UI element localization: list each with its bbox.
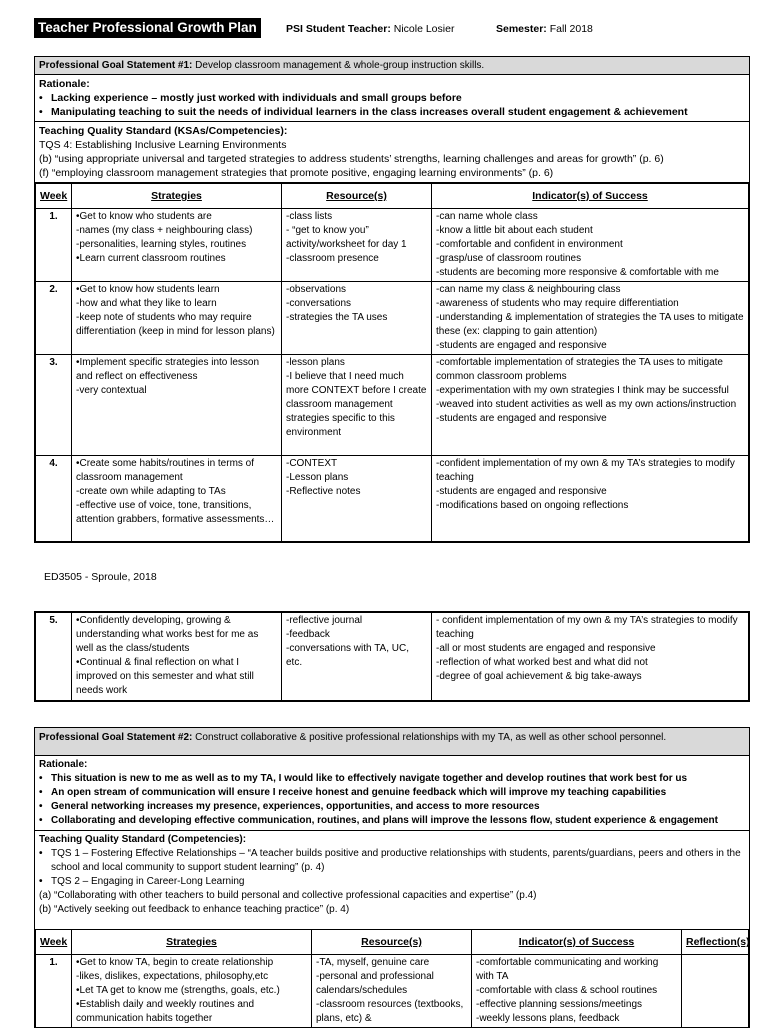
- table-row: [36, 282, 749, 355]
- cell-line: -likes, dislikes, expectations, philosophy,etc: [76, 971, 269, 982]
- tqs-line: (b) “Actively seeking out feedback to enhance teaching practice” (p. 4): [39, 904, 350, 915]
- resources-cell: [282, 613, 432, 701]
- cell-line: -strategies the TA uses: [286, 312, 388, 323]
- rationale-title: Rationale:: [39, 759, 88, 770]
- tqs-line: (f) “employing classroom management strategies that promote positive, engaging learning environments” (p. 6): [39, 167, 554, 179]
- rationale-item: • This situation is new to me as well as to my TA, I would like to effectively navigate together and develop routines that work best for us: [39, 772, 745, 786]
- col-indicators: Indicator(s) of Success: [472, 930, 682, 955]
- tqs-item: • TQS 2 – Engaging in Career-Long Learning: [39, 875, 745, 889]
- cell-line: -very contextual: [76, 385, 147, 396]
- strategies-cell: [72, 355, 282, 456]
- cell-line: -how and what they like to learn: [76, 298, 217, 309]
- cell-line: -names (my class + neighbouring class): [76, 225, 253, 236]
- strategies-cell: [72, 282, 282, 355]
- cell-line: -weekly lessons plans, feedback: [476, 1013, 620, 1024]
- student-name: Nicole Losier: [393, 23, 455, 35]
- cell-line: -Reflective notes: [286, 486, 361, 497]
- semester-label: Semester:: [496, 23, 547, 35]
- col-week: Week: [36, 930, 72, 955]
- cell-line: - “get to know you” activity/worksheet for day 1: [286, 225, 407, 250]
- cell-line: •Establish daily and weekly routines and communication habits together: [76, 999, 255, 1024]
- cell-line: -observations: [286, 284, 347, 295]
- cell-line: -conversations: [286, 298, 352, 309]
- strategies-cell: [72, 456, 282, 542]
- week-cell: 1.: [36, 209, 72, 282]
- table-row: [36, 613, 749, 701]
- resources-cell: [282, 456, 432, 542]
- resources-cell: [312, 955, 472, 1028]
- strategies-cell: [72, 209, 282, 282]
- cell-line: -reflective journal: [286, 615, 363, 626]
- tqs-line: (a) “Collaborating with other teachers to build personal and collective professional capacities and expertise” (p.4): [39, 890, 537, 901]
- col-week: Week: [36, 184, 72, 209]
- tqs-item: • TQS 1 – Fostering Effective Relationships – “A teacher builds positive and productive relationships with students, parents/guardians, peers and others in the school and local community to support student learning” (p. 4): [39, 847, 745, 875]
- rationale-item: • Collaborating and developing effective communication, routines, and plans will improve the lessons flow, student experience & engagement: [39, 814, 745, 828]
- goal-1-label: Professional Goal Statement #1:: [39, 60, 193, 71]
- cell-line: •Create some habits/routines in terms of classroom management: [76, 458, 255, 483]
- resources-cell: [282, 209, 432, 282]
- cell-line: -all or most students are engaged and responsive: [436, 643, 656, 654]
- cell-line: -class lists: [286, 211, 333, 222]
- cell-line: -effective use of voice, tone, transitions, attention grabbers, formative assessments…: [76, 500, 275, 525]
- semester-field: [496, 23, 593, 35]
- cell-line: -comfortable with class & school routines: [476, 985, 658, 996]
- goal-2-statement: [35, 728, 749, 756]
- table-row: [36, 456, 749, 542]
- goal-2-tqs: [35, 830, 749, 921]
- cell-line: -comfortable communicating and working with TA: [476, 957, 659, 982]
- cell-line: -degree of goal achievement & big take-aways: [436, 671, 642, 682]
- cell-line: -keep note of students who may require differentiation (keep in mind for lesson plans): [76, 312, 275, 337]
- indicators-cell: [432, 456, 749, 542]
- cell-line: -create own while adapting to TAs: [76, 486, 226, 497]
- cell-line: -I believe that I need much more CONTEXT before I create classroom management strategies specific to this environment: [286, 371, 427, 438]
- indicators-cell: [432, 282, 749, 355]
- goal-1-table-continued: [35, 612, 749, 701]
- page-header: [34, 18, 734, 40]
- table-header-row: [36, 184, 749, 209]
- cell-line: -weaved into student activities as well as my own actions/instruction: [436, 399, 737, 410]
- cell-line: -can name whole class: [436, 211, 538, 222]
- cell-line: •Implement specific strategies into lesson and reflect on effectiveness: [76, 357, 260, 382]
- cell-line: -awareness of students who may require differentiation: [436, 298, 679, 309]
- rationale-item: • Lacking experience – mostly just worked with individuals and small groups before: [39, 91, 745, 105]
- goal-1-section: [34, 56, 750, 543]
- page-footer: ED3505 - Sproule, 2018: [44, 571, 157, 583]
- cell-line: -personal and professional calendars/schedules: [316, 971, 434, 996]
- cell-line: -students are engaged and responsive: [436, 413, 607, 424]
- col-strategies: Strategies: [72, 930, 312, 955]
- student-teacher-field: [286, 23, 454, 35]
- cell-line: -Lesson plans: [286, 472, 349, 483]
- cell-line: •Confidently developing, growing & understanding what works best for me as well as the class/students: [76, 615, 259, 654]
- cell-line: -CONTEXT: [286, 458, 338, 469]
- rationale-item: • Manipulating teaching to suit the needs of individual learners in the class increases overall student engagement & achievement: [39, 105, 745, 119]
- col-reflections: Reflection(s): [682, 930, 749, 955]
- cell-line: •Let TA get to know me (strengths, goals, etc.): [76, 985, 280, 996]
- col-resources: Resource(s): [282, 184, 432, 209]
- cell-line: -experimentation with my own strategies I think may be successful: [436, 385, 729, 396]
- rationale-item: • General networking increases my presence, experiences, opportunities, and access to more resources: [39, 800, 745, 814]
- cell-line: •Get to know how students learn: [76, 284, 220, 295]
- cell-line: -classroom presence: [286, 253, 379, 264]
- cell-line: -students are engaged and responsive: [436, 340, 607, 351]
- table-row: [36, 209, 749, 282]
- indicators-cell: [432, 209, 749, 282]
- week-cell: 3.: [36, 355, 72, 456]
- cell-line: -modifications based on ongoing reflections: [436, 500, 629, 511]
- tqs-line: (b) “using appropriate universal and targeted strategies to address students’ strengths, learning challenges and areas for growth” (p. 6): [39, 153, 664, 165]
- goal-1-rationale: [35, 75, 749, 122]
- rationale-item: • An open stream of communication will ensure I receive honest and genuine feedback which will improve my teaching capabilities: [39, 786, 745, 800]
- cell-line: -conversations with TA, UC, etc.: [286, 643, 410, 668]
- reflections-cell: [682, 955, 749, 1028]
- goal-2-text: Construct collaborative & positive professional relationships with my TA, as well as other school personnel.: [195, 732, 667, 743]
- indicators-cell: [472, 955, 682, 1028]
- cell-line: -comfortable implementation of strategies the TA uses to mitigate common classroom problems: [436, 357, 723, 382]
- tqs-title: Teaching Quality Standard (KSAs/Competencies):: [39, 125, 288, 137]
- resources-cell: [282, 282, 432, 355]
- table-row: [36, 355, 749, 456]
- strategies-cell: [72, 955, 312, 1028]
- goal-1-tqs: [35, 122, 749, 183]
- document-title: Teacher Professional Growth Plan: [34, 18, 261, 38]
- table-row: [36, 955, 749, 1028]
- goal-2-label: Professional Goal Statement #2:: [39, 732, 193, 743]
- week-cell: 4.: [36, 456, 72, 542]
- semester-value: Fall 2018: [549, 23, 593, 35]
- cell-line: -grasp/use of classroom routines: [436, 253, 582, 264]
- goal-1-text: Develop classroom management & whole-group instruction skills.: [195, 60, 485, 71]
- resources-cell: [282, 355, 432, 456]
- rationale-title: Rationale:: [39, 78, 90, 90]
- student-label: PSI Student Teacher:: [286, 23, 391, 35]
- goal-1-continued: [34, 611, 750, 702]
- week-cell: 2.: [36, 282, 72, 355]
- cell-line: - confident implementation of my own & my TA’s strategies to modify teaching: [436, 615, 738, 640]
- cell-line: -feedback: [286, 629, 330, 640]
- cell-line: -confident implementation of my own & my TA’s strategies to modify teaching: [436, 458, 735, 483]
- week-cell: 5.: [36, 613, 72, 701]
- tqs-title: Teaching Quality Standard (Competencies):: [39, 834, 247, 845]
- cell-line: •Learn current classroom routines: [76, 253, 226, 264]
- goal-1-table: [35, 183, 749, 542]
- cell-line: -effective planning sessions/meetings: [476, 999, 643, 1010]
- col-indicators: Indicator(s) of Success: [432, 184, 749, 209]
- table-header-row: [36, 930, 749, 955]
- cell-line: -can name my class & neighbouring class: [436, 284, 621, 295]
- col-strategies: Strategies: [72, 184, 282, 209]
- week-cell: 1.: [36, 955, 72, 1028]
- tqs-line: TQS 4: Establishing Inclusive Learning Environments: [39, 139, 287, 151]
- goal-2-rationale: [35, 756, 749, 830]
- cell-line: -comfortable and confident in environment: [436, 239, 623, 250]
- strategies-cell: [72, 613, 282, 701]
- goal-1-statement: [35, 57, 749, 75]
- cell-line: -know a little bit about each student: [436, 225, 593, 236]
- cell-line: -personalities, learning styles, routines: [76, 239, 247, 250]
- col-resources: Resource(s): [312, 930, 472, 955]
- cell-line: -TA, myself, genuine care: [316, 957, 430, 968]
- cell-line: -understanding & implementation of strategies the TA uses to mitigate these (ex: clapping to gain attention): [436, 312, 744, 337]
- cell-line: -students are engaged and responsive: [436, 486, 607, 497]
- goal-2-table: [35, 929, 749, 1028]
- cell-line: -students are becoming more responsive & comfortable with me: [436, 267, 719, 278]
- cell-line: •Get to know TA, begin to create relationship: [76, 957, 274, 968]
- cell-line: •Get to know who students are: [76, 211, 212, 222]
- cell-line: -classroom resources (textbooks, plans, etc) &: [316, 999, 464, 1024]
- cell-line: •Continual & final reflection on what I improved on this semester and what still needs work: [76, 657, 254, 696]
- cell-line: -reflection of what worked best and what did not: [436, 657, 648, 668]
- goal-2-section: [34, 727, 750, 1028]
- indicators-cell: [432, 355, 749, 456]
- indicators-cell: [432, 613, 749, 701]
- cell-line: -lesson plans: [286, 357, 345, 368]
